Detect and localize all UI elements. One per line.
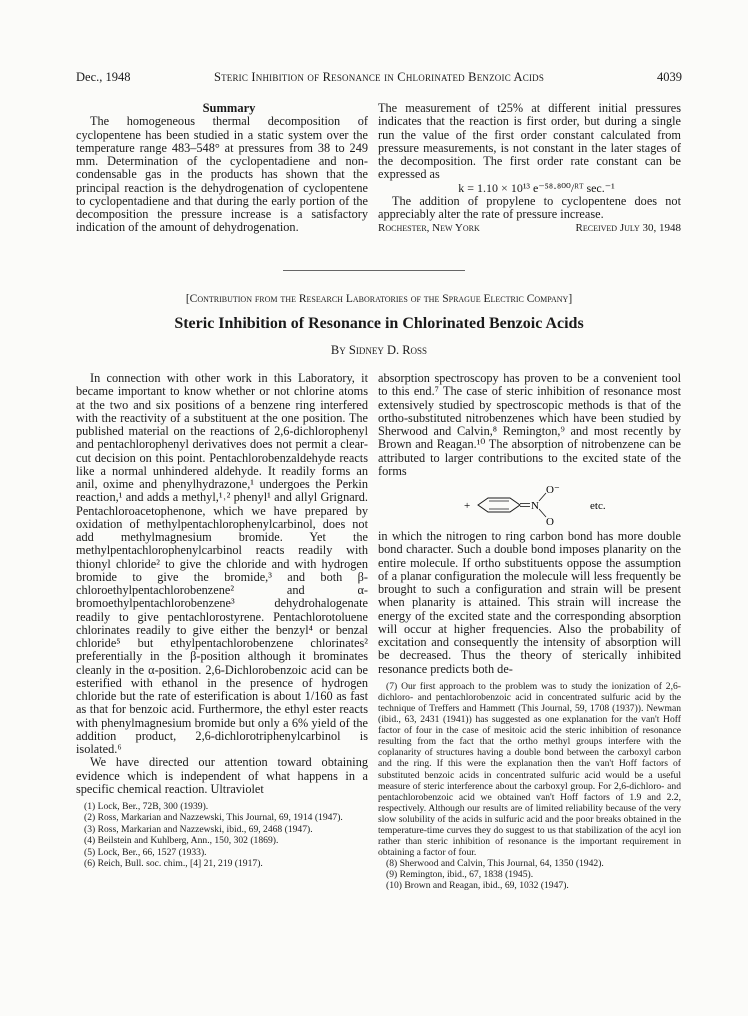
body-left-column <box>76 372 368 869</box>
oxygen-atom: O <box>546 516 554 527</box>
intro-paragraph: In connection with other work in this Laboratory, it became important to know whether or not chlorine atoms at the two and six positions of a benzene ring interfered with the reactivity of a substituent at the one position. The published material on the reactions of 2,6-dichlorophenyl and pentachlorophenyl derivatives does not permit a clear-cut decision on this point. Pentachlorobenzaldehyde reacts like a normal unhindered aldehyde. It readily forms an anil, oxime and phenylhydrazone,¹ undergoes the Perkin reaction,¹ and adds a methyl,¹˒² phenyl¹ and allyl Grignard. Pentachloroacetophenone, which we have prepared by oxidation of methylpentachlorophenylcarbinol, does not add methylmagnesium bromide. Yet the methylpentachlorophenylcarbinol reacts readily with thionyl chloride² to give the chloride and with hydrogen bromide to give the bromide,³ and both β-chloroethylpentachlorobenzene² and α-bromoethylpentachlorobenzene³ dehydrohalogenate readily to give pentachlorostyrene. Pentachlorotoluene chlorinates readily to give either the benzyl⁴ or benzal chloride⁵ but ethylpentachlorobenzene chlorinates² preferentially in the β-position although it brominates cleanly in the α-position. 2,6-Dichlorobenzoic acid can be esterified with ethanol in the presence of hydrogen chloride but the rate of esterification is about 1/160 as fast as that for benzoic acid. Furthermore, the ethyl ester reacts with phenylmagnesium bromide but only a 6% yield of the addition product, 2,6-dichlorotriphenylcarbinol is isolated.⁶ <box>76 371 368 756</box>
author-byline: By Sidney D. Ross <box>330 343 428 357</box>
rate-constant-equation: k = 1.10 × 10¹³ e⁻⁵⁸·⁸⁰⁰/ᴿᵀ sec.⁻¹ <box>458 180 615 195</box>
location: Rochester, New York <box>378 222 480 235</box>
etc-label: etc. <box>590 500 606 512</box>
body-right-column <box>378 372 681 892</box>
benzene-ring-structure <box>378 479 681 527</box>
summary-continued-column <box>378 102 681 236</box>
planarity-paragraph: in which the nitrogen to ring carbon bond has more double bond character. Such a double bond imposes planarity on the entire molecule. If ortho substituents oppose the assumption of a planar configuration the molecule will less frequently be brought to such a configuration and strain will be present when planarity is attained. This strain will increase the energy of the excited state and the corresponding absorption will occur at higher frequencies. Also the probability of excitation and consequently the intensity of absorption will be decreased. Thus the theory of sterically inhibited resonance predicts both de- <box>378 529 681 676</box>
summary-text: The homogeneous thermal decomposition of cyclopentene has been studied in a static system over the temperature range 483–548° at pressures from 38 to 249 mm. Determination of the cyclopentadiene and non-condensable gas in the products has shown that the principal reaction is the dehydrogenation of cyclopentene to cyclopentadiene and that during the early portion of the decomposition the pressure increase is a satisfactory indication of the amount of dehydrogenation. <box>76 114 368 235</box>
footnotes-right <box>378 681 681 892</box>
oxygen-anion: O⁻ <box>546 484 560 496</box>
summary-heading: Summary <box>202 101 256 115</box>
header-running-title: Steric Inhibition of Resonance in Chlorinated Benzoic Acids <box>213 70 545 84</box>
summary-column <box>76 102 368 235</box>
footnote: (3) Ross, Markarian and Nazzewski, ibid., 69, 2468 (1947). <box>84 823 313 835</box>
summary-continued-paragraph: The measurement of t25% at different initial pressures indicates that the reaction is first order, but during a single run the value of the first order constant calculated from pressure measurements, is not constant in the later stages of the decomposition. The first order rate constant can be expressed as <box>378 101 681 182</box>
footnote: (9) Remington, ibid., 67, 1838 (1945). <box>386 869 534 881</box>
footnote: (1) Lock, Ber., 72B, 300 (1939). <box>84 801 209 812</box>
contribution-line: [Contribution from the Research Laboratories of the Sprague Electric Company] <box>185 293 573 305</box>
footnote: (4) Beilstein and Kuhlberg, Ann., 150, 302 (1869). <box>84 835 279 847</box>
footnote: (6) Reich, Bull. soc. chim., [4] 21, 219 (1917). <box>84 858 263 870</box>
n-o-bond <box>539 493 546 501</box>
header-date: Dec., 1948 <box>76 70 131 84</box>
footnote: (5) Lock, Ber., 66, 1527 (1933). <box>84 846 207 858</box>
footnote: (2) Ross, Markarian and Nazzewski, This Journal, 69, 1914 (1947). <box>84 812 343 824</box>
nitrobenzene-resonance-formula <box>378 479 681 527</box>
footnotes-left <box>76 801 368 869</box>
footnote: (8) Sherwood and Calvin, This Journal, 64, 1350 (1942). <box>386 858 604 870</box>
signature-line <box>378 222 681 236</box>
article-title: Steric Inhibition of Resonance in Chlorinated Benzoic Acids <box>174 315 584 332</box>
footnote: (10) Brown and Reagan, ibid., 69, 1032 (1947). <box>386 880 569 892</box>
footnote-7: (7) Our first approach to the problem was to study the ionization of 2,6-dichloro- and pentachlorobenzoic acid in concentrated sulfuric acid by the technique of Treffers and Hammett (This Journal, 59, 1708 (1937)). Newman (ibid., 63, 2431 (1941)) has suggested as one explanation for the van't Hoff factor of four in the case of mesitoic acid the steric inhibition of resonance resulting from the fact that the ortho methyl groups interfere with the coplanarity of structures having a double bond between the carboxyl carbon and the ring. If this were the explanation then the van't Hoff factors of substituted benzoic acids in concentrated sulfuric acid would be a useful measure of steric interference about the carboxyl group. For 2,6-dichloro- and pentachlorobenzoic acid we obtained van't Hoff factors of 1.9 and 2.2, respectively. Although our results are of limited reliability because of the very slow solubility of the acids in sulfuric acid and the poor breaks obtained in the temperature-time curves they do suggest to us that stabilization of the acyl ion rather than steric inhibition of resonance is the important requirement in obtaining a factor of four. <box>378 680 681 859</box>
second-paragraph: We have directed our attention toward obtaining evidence which is independent of what happens in a specific chemical reaction. Ultraviolet <box>76 755 368 796</box>
received-date: Received July 30, 1948 <box>575 222 681 235</box>
benzene-ring <box>478 498 520 512</box>
n-o-bond <box>539 509 546 517</box>
running-header <box>76 70 682 86</box>
nitrogen-atom: N <box>531 500 539 512</box>
section-divider <box>283 270 465 271</box>
continued-paragraph: absorption spectroscopy has proven to be a convenient tool to this end.⁷ The case of steric inhibition of resonance most extensively studied by spectroscopic methods is that of the ortho-substituted nitrobenzenes which have been studied by Sherwood and Calvin,⁸ Remington,⁹ and most recently by Brown and Reagan.¹⁰ The absorption of nitrobenzene can be attributed to larger contributions to the excited state of the forms <box>378 371 681 478</box>
plus-sign: + <box>464 500 471 512</box>
propylene-paragraph: The addition of propylene to cyclopentene does not appreciably alter the rate of pressure increase. <box>378 193 681 221</box>
header-page-number: 4039 <box>657 70 682 84</box>
